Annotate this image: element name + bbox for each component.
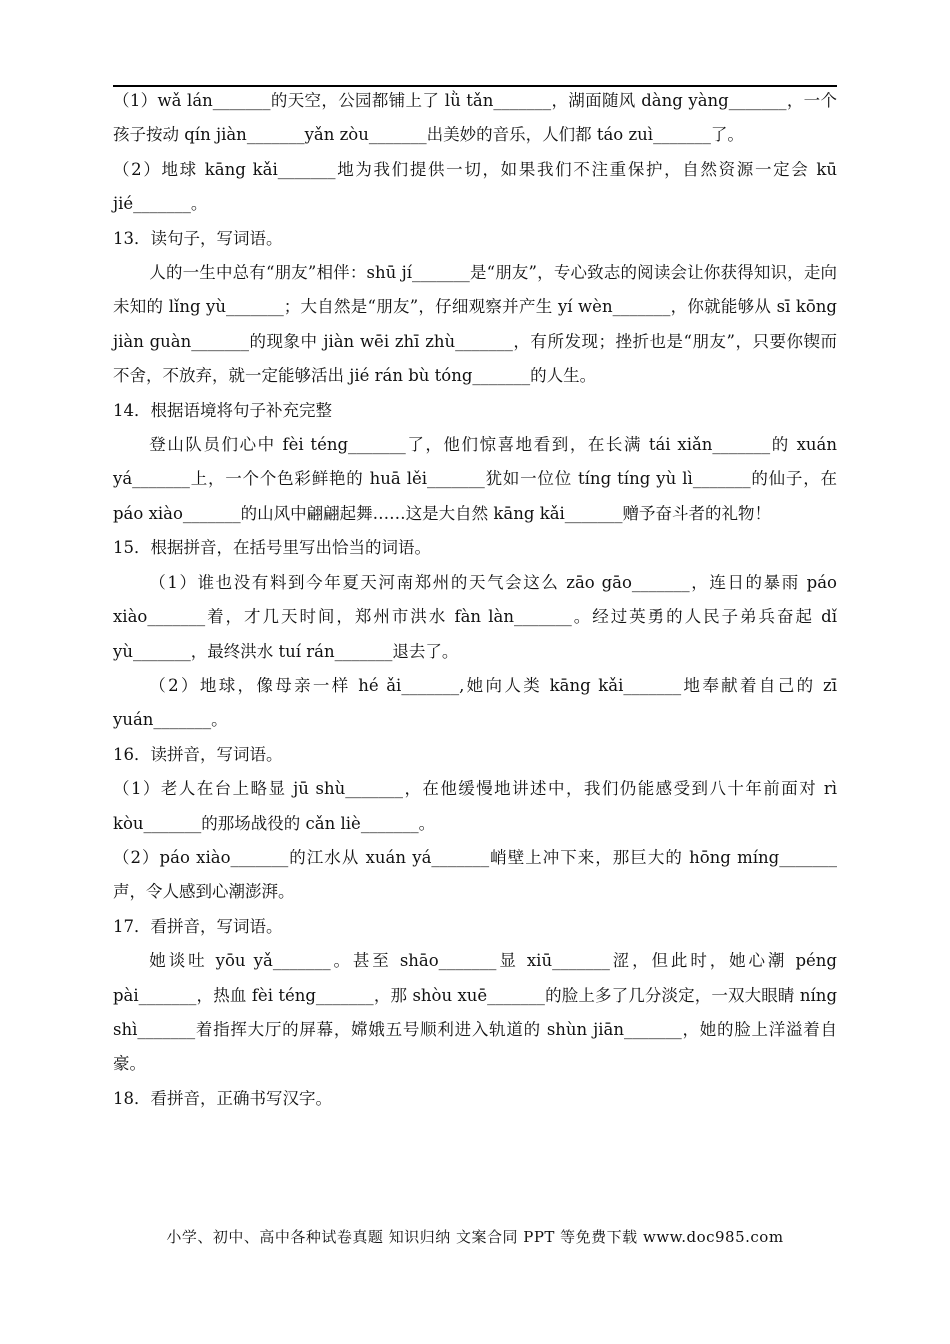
question-15-part-1: （1）谁也没有料到今年夏天河南郑州的天气会这么 zāo gāo_______，连日的暴雨 páo xiào_______着，才几天时间，郑州市洪水 fàn làn_______。经过英勇的人民子弟兵奋起 dǐ yù_______，最终洪水 tuí rán_______退去了。 bbox=[113, 572, 837, 661]
question-18-title: 18．看拼音，正确书写汉字。 bbox=[113, 1088, 332, 1108]
sub-item-kang-kai: （2）地球 kāng kǎi_______地为我们提供一切，如果我们不注重保护，自然资源一定会 kū jié_______。 bbox=[113, 159, 837, 214]
question-16-part-2: （2）páo xiào_______的江水从 xuán yá_______峭壁上冲下来，那巨大的 hōng míng_______声，令人感到心潮澎湃。 bbox=[113, 847, 837, 902]
document-body bbox=[113, 84, 837, 1116]
question-15-title: 15．根据拼音，在括号里写出恰当的词语。 bbox=[113, 538, 431, 558]
question-17-passage: 她谈吐 yōu yǎ_______。甚至 shāo_______显 xiū_______涩，但此时，她心潮 péng pài_______，热血 fèi téng_______，那 shòu xuē_______的脸上多了几分淡定，一双大眼睛 níng shì_______着指挥大厅的屏幕，嫦娥五号顺利进入轨道的 shùn jiān_______，她的脸上洋溢着自豪。 bbox=[113, 951, 837, 1074]
question-16-part-1: （1）老人在台上略显 jū shù_______，在他缓慢地讲述中，我们仍能感受到八十年前面对 rì kòu_______的那场战役的 cǎn liè_______。 bbox=[113, 779, 837, 833]
question-14-title: 14．根据语境将句子补充完整 bbox=[113, 400, 332, 420]
question-13-passage: 人的一生中总有“朋友”相伴：shū jí_______是“朋友”，专心致志的阅读会让你获得知识，走向未知的 lǐng yù_______；大自然是“朋友”，仔细观察并产生 yí wèn_______，你就能够从 sī kōng jiàn guàn_______的现象中 jiàn wēi zhī zhù_______，有所发现；挫折也是“朋友”，只要你锲而不舍，不放弃，就一定能够活出 jié rán bù tóng_______的人生。 bbox=[113, 263, 837, 386]
page-footer: 小学、初中、高中各种试卷真题 知识归纳 文案合同 PPT 等免费下载 www.doc985.com bbox=[166, 1228, 784, 1246]
question-17-title: 17．看拼音，写词语。 bbox=[113, 916, 283, 936]
question-13-title: 13．读句子，写词语。 bbox=[113, 228, 283, 248]
question-16-title: 16．读拼音，写词语。 bbox=[113, 744, 283, 764]
question-15-part-2: （2）地球，像母亲一样 hé ǎi_______,她向人类 kāng kǎi_______地奉献着自己的 zī yuán_______。 bbox=[113, 675, 837, 730]
sub-item-wa-lan: （1）wǎ lán_______的天空，公园都铺上了 lǜ tǎn_______，湖面随风 dàng yàng_______，一个孩子按动 qín jiàn_______yǎn zòu_______出美妙的音乐，人们都 táo zuì_______了。 bbox=[113, 91, 837, 145]
question-14-passage: 登山队员们心中 fèi téng_______了，他们惊喜地看到，在长满 tái xiǎn_______的 xuán yá_______上，一个个色彩鲜艳的 huā lěi_______犹如一位位 tíng tíng yù lì_______的仙子，在 páo xiào_______的山风中翩翩起舞……这是大自然 kāng kǎi_______赠予奋斗者的礼物！ bbox=[113, 435, 837, 523]
